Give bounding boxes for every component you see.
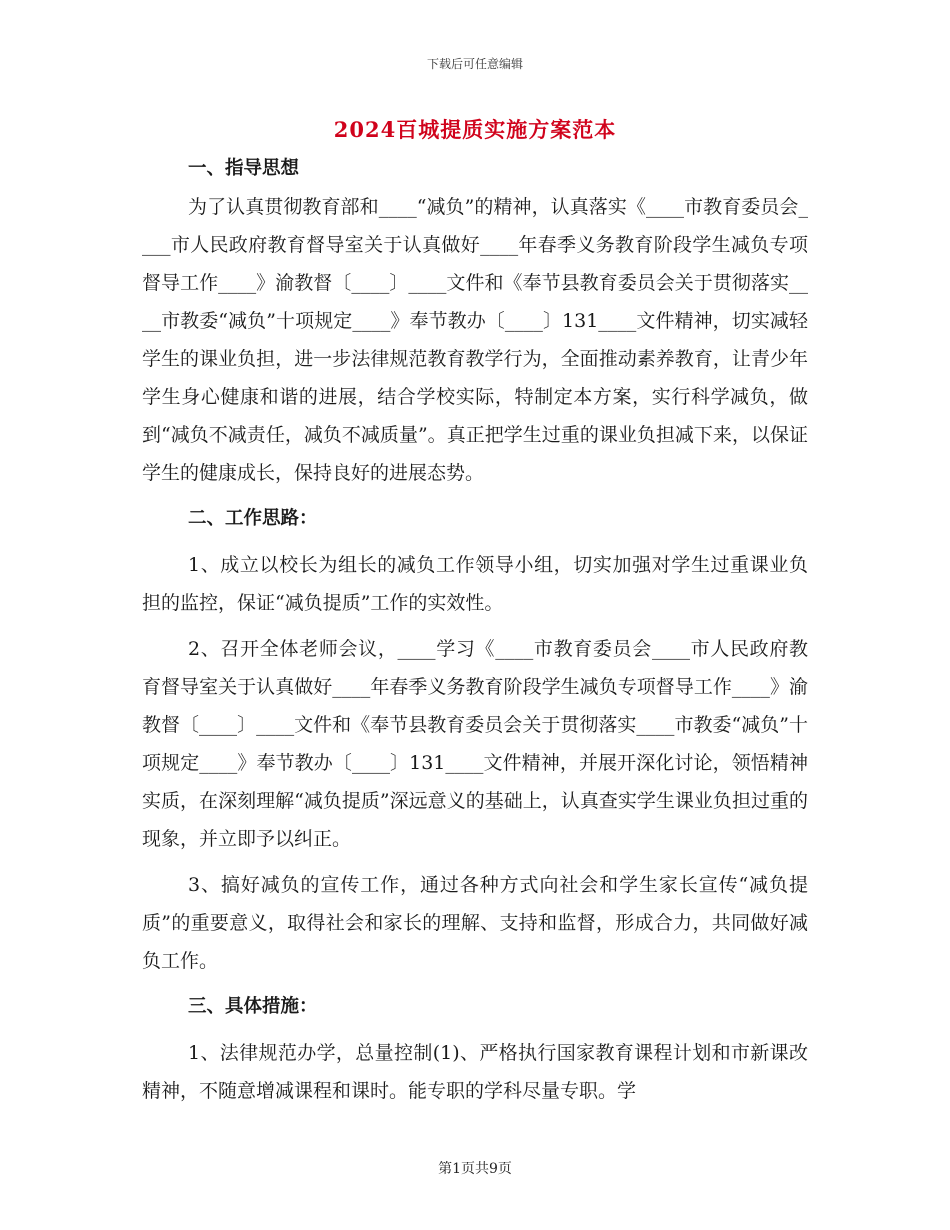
section-heading: 一、指导思想 [188,158,300,179]
paragraph: 1、法律规范办学，总量控制(1)、严格执行国家教育课程计划和市新课改精神，不随意增减课程和课时。能专职的学科尽量专职。学 [142,1042,808,1102]
section-guiding-ideology [142,150,808,492]
header-note: 下载后可任意编辑 [426,57,523,71]
paragraph: 3、搞好减负的宣传工作，通过各种方式向社会和学生家长宣传“减负提质”的重要意义，取得社会和家长的理解、支持和监督，形成合力，共同做好减负工作。 [142,874,808,972]
section-heading: 三、具体措施： [188,996,318,1017]
paragraph: 2、召开全体老师会议，____学习《____市教育委员会____市人民政府教育督导室关于认真做好____年春季义务教育阶段学生减负专项督导工作____》渝教督〔____〕____文件和《奉节县教育委员会关于贯彻落实____市教委“减负”十项规定____》奉节教办〔____〕131____文件精神，并展开深化讨论，领悟精神实质，在深刻理解“减负提质”深远意义的基础上，认真查实学生课业负担过重的现象，并立即予以纠正。 [142,638,808,850]
section-work-approach [142,500,808,980]
paragraph: 为了认真贯彻教育部和____“减负”的精神，认真落实《____市教育委员会____市人民政府教育督导室关于认真做好____年春季义务教育阶段学生减负专项督导工作____》渝教督〔____〕____文件和《奉节县教育委员会关于贯彻落实____市教委“减负”十项规定____》奉节教办〔____〕131____文件精神，切实减轻学生的课业负担，进一步法律规范教育教学行为，全面推动素养教育，让青少年学生身心健康和谐的进展，结合学校实际，特制定本方案，实行科学减负，做到“减负不减责任，减负不减质量”。真正把学生过重的课业负担减下来，以保证学生的健康成长，保持良好的进展态势。 [142,196,808,484]
paragraph: 1、成立以校长为组长的减负工作领导小组，切实加强对学生过重课业负担的监控，保证“减负提质”工作的实效性。 [142,554,808,614]
document-title: 2024百城提质实施方案范本 [333,117,617,142]
section-specific-measures [142,988,808,1110]
page-number: 第1页共9页 [438,1161,512,1177]
section-heading: 二、工作思路： [188,508,318,529]
document-body [142,150,808,1110]
